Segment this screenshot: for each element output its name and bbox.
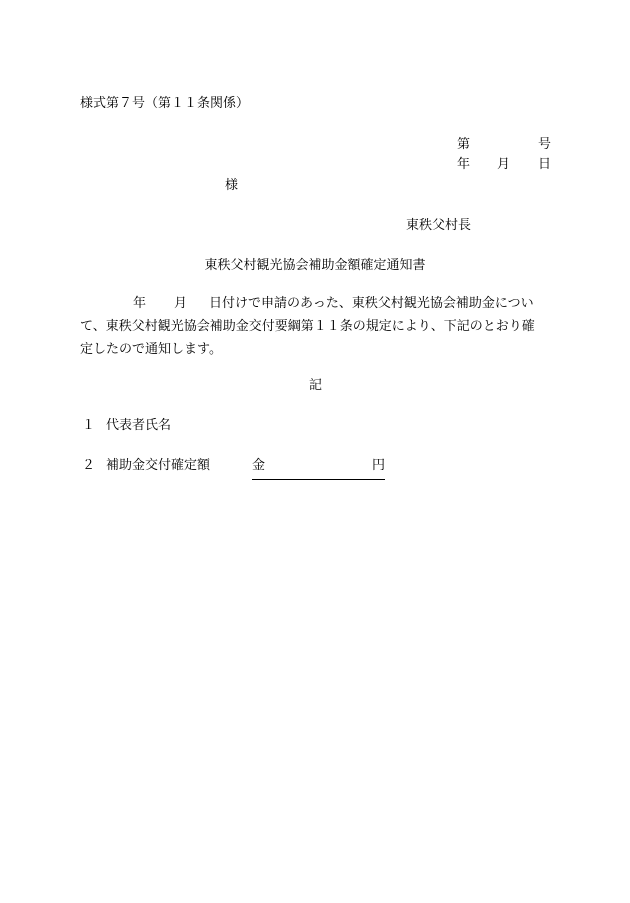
body-line-2: て、東秩父村観光協会補助金交付要綱第１１条の規定により、下記のとおり確 bbox=[80, 319, 535, 334]
issuer-name: 東秩父村長 bbox=[406, 218, 472, 233]
body-line-3: 定したので通知します。 bbox=[80, 342, 222, 357]
amount-suffix: 円 bbox=[371, 458, 385, 473]
item-1-number: １ bbox=[82, 418, 96, 433]
item-2-label: 補助金交付確定額 bbox=[106, 458, 211, 473]
date-year-label: 年 bbox=[457, 157, 471, 172]
document-number-dai: 第 bbox=[457, 137, 471, 152]
body-month-label: 月 bbox=[174, 296, 188, 311]
document-title: 東秩父村観光協会補助金額確定通知書 bbox=[204, 258, 426, 273]
ki-heading: 記 bbox=[309, 378, 323, 393]
form-label: 様式第７号（第１１条関係） bbox=[80, 96, 250, 111]
date-month-label: 月 bbox=[497, 157, 511, 172]
document-number-go: 号 bbox=[538, 137, 552, 152]
addressee-suffix: 様 bbox=[225, 178, 239, 193]
item-1-label: 代表者氏名 bbox=[106, 418, 172, 433]
item-2-number: ２ bbox=[82, 458, 96, 473]
amount-prefix: 金 bbox=[252, 458, 266, 473]
body-year-label: 年 bbox=[133, 296, 147, 311]
date-day-label: 日 bbox=[538, 157, 552, 172]
amount-field bbox=[252, 458, 385, 480]
body-line-1-text: 日付けで申請のあった、東秩父村観光協会補助金につい bbox=[209, 296, 534, 311]
body-line-1 bbox=[133, 296, 534, 312]
